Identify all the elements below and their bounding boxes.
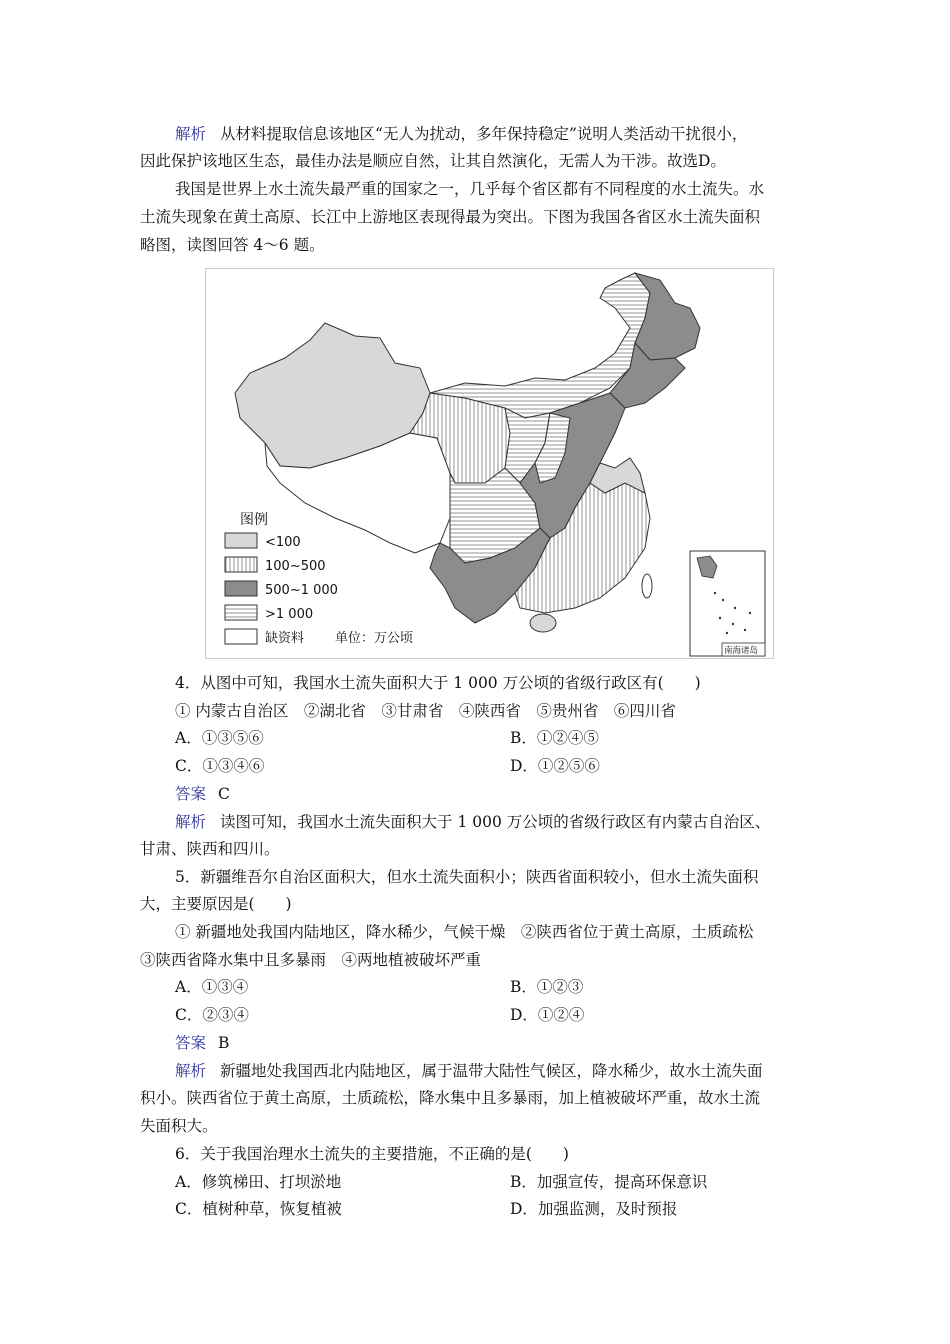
q4-explanation-line-2: 甘肃、陕西和四川。 bbox=[140, 840, 280, 858]
explanation-label: 解析 bbox=[175, 813, 207, 831]
q4-stem: 4．从图中可知，我国水土流失面积大于 1 000 万公顷的省级行政区有( ) bbox=[175, 674, 701, 692]
q5-items-line-2: ③陕西省降水集中且多暴雨 ④两地植被破坏严重 bbox=[140, 951, 482, 969]
q5-explanation-line-2: 积小。陕西省位于黄土高原，土质疏松，降水集中且多暴雨，加上植被破坏严重，故水土流 bbox=[140, 1089, 761, 1107]
q4-option-d[interactable]: D．①②⑤⑥ bbox=[510, 757, 600, 775]
q5-option-b[interactable]: B．①②③ bbox=[510, 978, 584, 996]
intro-explanation-line-1: 解析 从材料提取信息该地区“无人为扰动，多年保持稳定”说明人类活动干扰很小， bbox=[175, 125, 748, 143]
q5-answer: 答案 B bbox=[175, 1034, 230, 1052]
legend-title: 图例 bbox=[240, 512, 268, 528]
q5-stem-line-1: 5．新疆维吾尔自治区面积大，但水土流失面积小；陕西省面积较小，但水土流失面积 bbox=[175, 868, 759, 886]
legend-swatch-gt1000 bbox=[225, 605, 257, 620]
q4-items: ① 内蒙古自治区 ②湖北省 ③甘肃省 ④陕西省 ⑤贵州省 ⑥四川省 bbox=[175, 702, 676, 720]
q5-option-a[interactable]: A．①③④ bbox=[175, 978, 249, 996]
soil-erosion-map bbox=[205, 268, 775, 660]
q4-option-b[interactable]: B．①②④⑤ bbox=[510, 729, 599, 747]
q4-explanation-line-1: 解析 读图可知，我国水土流失面积大于 1 000 万公顷的省级行政区有内蒙古自治区、 bbox=[175, 813, 771, 831]
q5-items-line-1: ① 新疆地处我国内陆地区，降水稀少，气候干燥 ②陕西省位于黄土高原，土质疏松 bbox=[175, 923, 754, 941]
legend-label-500-1000: 500~1 000 bbox=[265, 583, 338, 598]
q4-answer: 答案 C bbox=[175, 785, 230, 803]
legend-unit: 单位：万公顷 bbox=[335, 631, 414, 646]
legend-swatch-500-1000 bbox=[225, 581, 257, 596]
q5-stem-line-2: 大，主要原因是( ) bbox=[140, 895, 292, 913]
q6-option-d[interactable]: D．加强监测，及时预报 bbox=[510, 1200, 678, 1218]
q6-option-c[interactable]: C．植树种草，恢复植被 bbox=[175, 1200, 342, 1218]
region-taiwan bbox=[642, 574, 652, 598]
legend-label-100-500: 100~500 bbox=[265, 559, 326, 574]
legend-swatch-no-data bbox=[225, 629, 257, 644]
legend-label-no-data: 缺资料 bbox=[265, 631, 305, 646]
q5-option-d[interactable]: D．①②④ bbox=[510, 1006, 585, 1024]
legend-swatch-100-500 bbox=[225, 557, 257, 572]
passage-line-2: 土流失现象在黄土高原、长江中上游地区表现得最为突出。下图为我国各省区水土流失面积 bbox=[140, 208, 761, 226]
region-hainan bbox=[530, 614, 556, 632]
q5-option-c[interactable]: C．②③④ bbox=[175, 1006, 249, 1024]
q6-option-a[interactable]: A．修筑梯田、打坝淤地 bbox=[175, 1173, 342, 1191]
q5-explanation-line-3: 失面积大。 bbox=[140, 1117, 218, 1135]
inset-label: 南海诸岛 bbox=[724, 646, 759, 656]
answer-label: 答案 bbox=[175, 1034, 207, 1052]
legend-swatch-lt100 bbox=[225, 533, 257, 548]
explanation-label: 解析 bbox=[175, 1062, 207, 1080]
passage-line-3: 略图，读图回答 4～6 题。 bbox=[140, 236, 325, 254]
q4-option-c[interactable]: C．①③④⑥ bbox=[175, 757, 265, 775]
intro-explanation-line-2: 因此保护该地区生态，最佳办法是顺应自然，让其自然演化，无需人为干涉。故选D。 bbox=[140, 152, 726, 170]
answer-label: 答案 bbox=[175, 785, 207, 803]
explanation-label: 解析 bbox=[175, 125, 207, 143]
q6-stem: 6．关于我国治理水土流失的主要措施，不正确的是( ) bbox=[175, 1145, 569, 1163]
q4-option-a[interactable]: A．①③⑤⑥ bbox=[175, 729, 264, 747]
q5-explanation-line-1: 解析 新疆地处我国西北内陆地区，属于温带大陆性气候区，降水稀少，故水土流失面 bbox=[175, 1062, 763, 1080]
legend-label-gt1000: >1 000 bbox=[265, 607, 314, 622]
legend-label-lt100: <100 bbox=[265, 535, 301, 550]
q6-option-b[interactable]: B．加强宣传，提高环保意识 bbox=[510, 1173, 708, 1191]
passage-line-1: 我国是世界上水土流失最严重的国家之一，几乎每个省区都有不同程度的水土流失。水 bbox=[175, 180, 765, 198]
